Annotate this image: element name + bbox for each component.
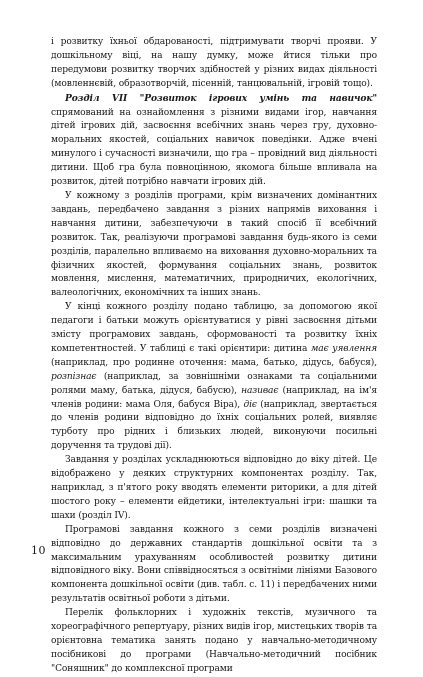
paragraph-2-body: спрямований на ознайомлення з різними видами ігор, навчання дітей ігрових дій, засвоєння всебічних знань через гру, духовно-моральних якостей, соціальних навичок поведінки. Адже вчені минулого і сучасності визначили, що гра – провідний вид діяльності дитини. Щоб гра була повноцінною, якомога більше впливала на розвиток, дітей потрібно навчати ігрових дій. bbox=[51, 107, 377, 188]
paragraph-1: і розвитку їхньої обдарованості, підтримувати творчі прояви. У дошкільному віці, на нашу думку, може йтися тільки про передумови розвитку творчих здібностей у різних видах діяльності (мовленнєвій, образотворчій, пісенній, танцювальній, ігровій тощо). bbox=[51, 37, 377, 89]
term-acts: діє bbox=[243, 399, 257, 410]
paragraph-2 bbox=[51, 92, 377, 190]
term-has-idea: має уявлення bbox=[310, 343, 377, 354]
paragraph-6: Програмові завдання кожного з семи розділів визначені відповідно до державних стандартів дошкільної освіти та з максимальним урахуванням особливостей розвитку дитини відповідного віку. Вони співвідносяться з освітніми лініями Базового компонента дошкільної освіти (див. табл. с. 11) і передбачених ними результатів освітньої роботи з дітьми. bbox=[51, 524, 377, 605]
body-text bbox=[51, 36, 377, 677]
paragraph-7: Перелік фольклорних і художніх текстів, музичного та хореографічного репертуару, різних видів ігор, мистецьких творів та орієнтовна тематика занять подано у навчально-методичному посібникові до програми (Навчально-методичний посібник "Соняшник" до комплексної програми bbox=[51, 608, 377, 674]
paragraph-4 bbox=[51, 301, 377, 454]
term-names: називає bbox=[241, 385, 279, 396]
paragraph-4-part-a: У кінці кожного розділу подано таблицю, за допомогою якої педагоги і батьки можуть орієнтуватися у рівні засвоєння дітьми змісту програмових завдань, сформованості та розвитку їхніх компетентностей. У таблиці є такі орієнтири: дитина bbox=[51, 302, 377, 354]
paragraph-4-part-c: (наприклад, за зовнішніми ознаками та соціальними ролями маму, батька, дідуся, бабусю), bbox=[51, 371, 377, 396]
paragraph-5: Завдання у розділах ускладнюються відповідно до віку дітей. Це відображено у деяких структурних компонентах розділу. Так, наприклад, з п'ятого року вводять елементи риторики, а для дітей шостого року – елементи ейдетики, інтелектуальні ігри: шашки та шахи (розділ IV). bbox=[51, 455, 377, 521]
paragraph-4-part-e: (наприклад, звертається до членів родини відповідно до їхніх соціальних ролей, виявляє турботу про рідних і близьких людей, виконуючи посильні доручення та трудові дії). bbox=[51, 399, 377, 452]
paragraph-3: У кожному з розділів програми, крім визначених домінантних завдань, передбачено завдання з різних напрямів виховання і навчання дитини, забезпечуючи в такий спосіб її всебічний розвиток. Так, реалізуючи програмові завдання будь-якого із семи розділів, паралельно впливаємо на виховання духовно-моральних та фізичних якостей, формування соціальних знань, розвиток мовлення, мислення, математичних, природничих, екологічних, валеологічних, економічних та інших знань. bbox=[51, 190, 377, 299]
paragraph-4-part-b: (наприклад, про родинне оточення: мама, батько, дідусь, бабуся), bbox=[51, 357, 377, 368]
page-number: 10 bbox=[31, 544, 46, 557]
paragraph-4-part-d: (наприклад, на ім'я членів родини: мама Оля, бабуся Віра), bbox=[51, 385, 377, 410]
term-recognizes: розпізнає bbox=[51, 371, 97, 382]
section-title: Розділ VII "Розвиток ігрових умінь та навичок" bbox=[65, 92, 377, 104]
